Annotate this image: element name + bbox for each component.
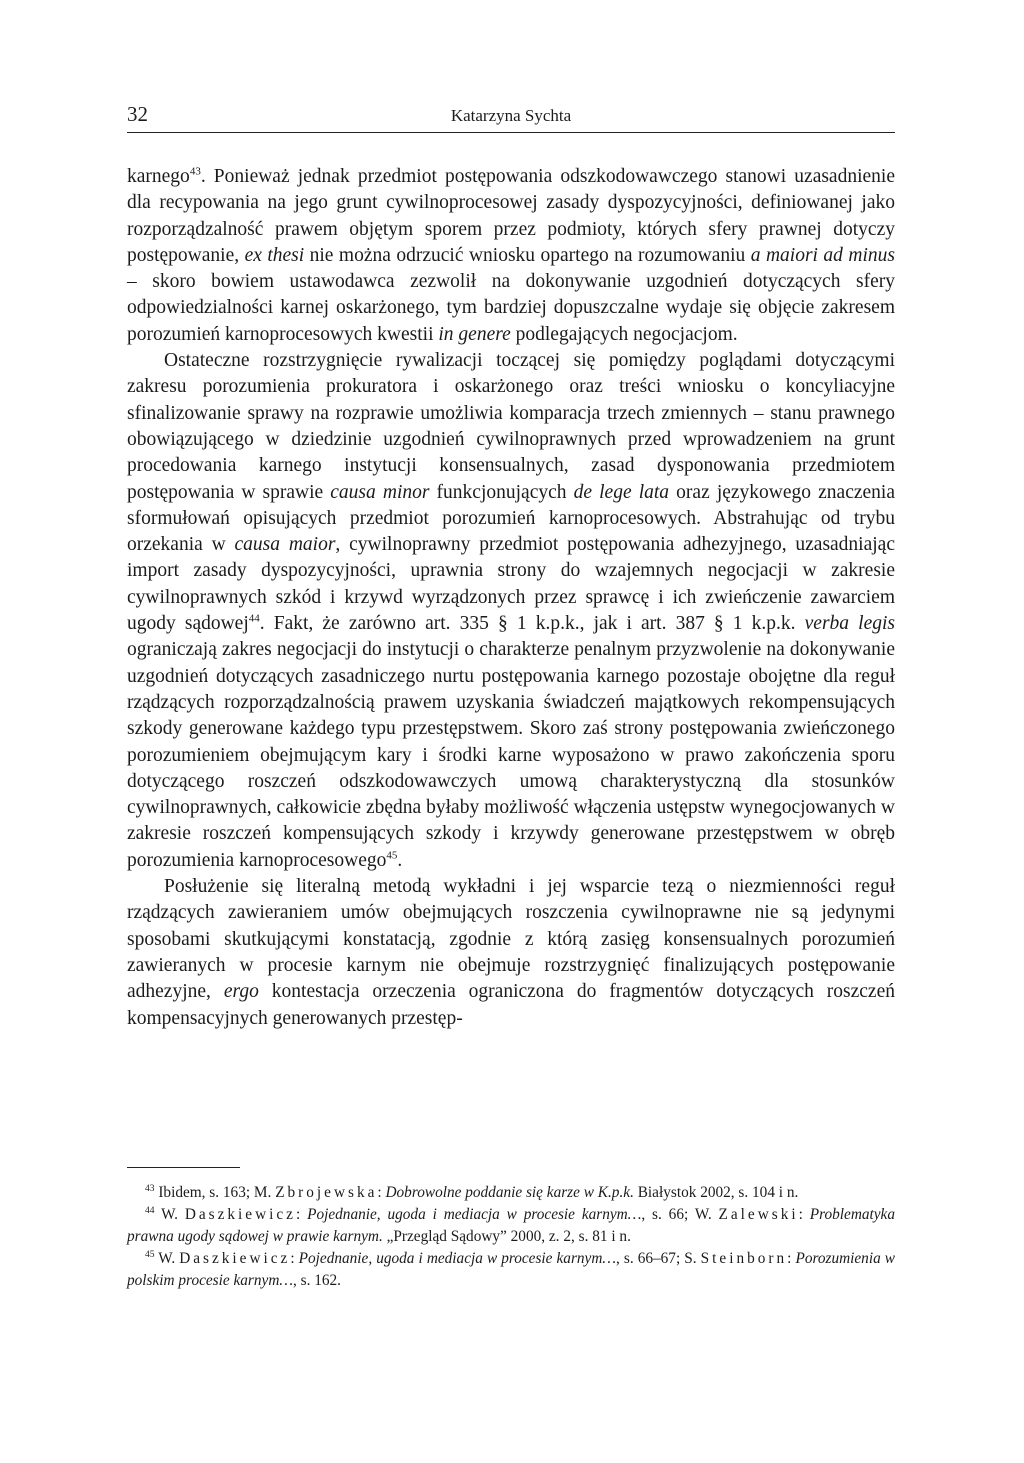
italic-term: causa minor: [330, 481, 430, 503]
text-run: Posłużenie się literalną metodą wykładni i jej wsparcie tezą o niezmienności reguł rządzących zawieraniem umów obejmujących roszczenia cywilnoprawne nie są jedynymi sposobami skutkującymi konstatacją, zgodnie z którą zasięg konsensualnych porozumień zawieranych w procesie karnym nie obejmuje rozstrzygnięć finalizujących postępowanie adhezyjne,: [127, 876, 895, 1003]
italic-term: de lege lata: [573, 481, 670, 503]
text-run: podlegających negocjacjom.: [510, 323, 738, 345]
author-name: Zalewski: [718, 1206, 799, 1223]
text-run: karnego: [127, 166, 190, 187]
text-run: Ibidem, s. 163; M.: [154, 1184, 276, 1201]
text-run: , s. 66–67; S.: [616, 1250, 701, 1267]
text-run: kontestacja orzeczenia ograniczona do fragmentów dotyczących roszczeń kompensacyjnych generowanych przestęp-: [127, 981, 895, 1029]
footnote-ref-45[interactable]: 45: [386, 849, 398, 862]
page-header: [127, 100, 895, 133]
text-run: „Przegląd Sądowy” 2000, z. 2, s. 81 i n.: [382, 1228, 631, 1245]
citation-title: Dobrowolne poddanie się karze w K.p.k.: [385, 1184, 634, 1201]
page-number: 32: [127, 102, 148, 126]
citation-title: Problematyka prawna ugody sądowej w prawie karnym.: [127, 1206, 895, 1245]
paragraph-3: [127, 874, 895, 1032]
italic-term: in genere: [438, 323, 511, 345]
text-run: oraz językowego znaczenia sformułowań opisujących przedmiot porozumień karnoprocesowych. Abstrahując od trybu orzekania w: [127, 481, 895, 556]
text-run: W.: [154, 1250, 180, 1267]
paragraph-2: [127, 348, 895, 874]
text-run: W.: [154, 1206, 185, 1223]
citation-title: Porozumienia w polskim procesie karnym…: [127, 1250, 895, 1289]
text-run: , cywilnoprawny przedmiot postępowania adhezyjnego, uzasadniając import zasady dyspozycyjności, uprawnia strony do wzajemnych negocjacji w zakresie cywilnoprawnych szkód i krzywd wyrządzonych przez sprawcę i ich zwieńczenie zawarciem ugody sądowej: [127, 534, 895, 635]
italic-term: ex thesi: [244, 244, 305, 266]
text-run: :: [798, 1206, 810, 1223]
italic-term: verba legis: [804, 613, 895, 635]
footnotes: [127, 1182, 895, 1292]
text-run: , s. 66; W.: [641, 1206, 719, 1223]
italic-term: a maiori ad minus: [750, 244, 895, 266]
footnote-45: [127, 1248, 895, 1292]
author-name: Steinborn: [700, 1250, 788, 1267]
text-run: . Ponieważ jednak przedmiot postępowania odszkodowawczego stanowi uzasadnienie dla recypowania na jego grunt cywilnoprocesowej zasady dyspozycyjności, definiowanej jako rozporządzalność prawem objętym sporem przez podmioty, których sfery prawnej dotyczy postępowanie,: [127, 166, 895, 266]
text-run: – skoro bowiem ustawodawca zezwolił na dokonywanie uzgodnień dotyczących sfery odpowiedzialności karnej oskarżonego, tym bardziej dopuszczalne wydaje się objęcie zakresem porozumień karnoprocesowych kwestii: [127, 271, 895, 345]
footnote-ref-44[interactable]: 44: [248, 612, 260, 625]
paragraph-1: [127, 164, 895, 348]
text-run: :: [377, 1184, 386, 1201]
text-run: .: [397, 849, 403, 871]
footnote-number: 43: [145, 1183, 155, 1194]
author-name: Zbrojewska: [275, 1184, 378, 1201]
footnote-44: [127, 1204, 895, 1248]
text-run: :: [787, 1250, 796, 1267]
running-head-author: Katarzyna Sychta: [450, 106, 572, 125]
body-text: [127, 164, 895, 1032]
footnote-number: 44: [145, 1205, 155, 1216]
text-run: . Fakt, że zarówno art. 335 § 1 k.p.k., jak i art. 387 § 1 k.p.k.: [259, 613, 805, 635]
italic-term: causa maior: [234, 534, 336, 556]
text-run: Ostateczne rozstrzygnięcie rywalizacji toczącej się pomiędzy poglądami dotyczącymi zakresu porozumienia prokuratora i oskarżonego oraz treści wniosku o koncyliacyjne sfinalizowanie sprawy na rozprawie umożliwia komparacja trzech zmiennych – stanu prawnego obowiązującego w dziedzinie uzgodnień cywilnoprawnych przed wprowadzeniem na grunt procedowania karnego instytucji konsensualnych, zasad dysponowania przedmiotem postępowania w sprawie: [127, 350, 895, 503]
text-run: Białystok 2002, s. 104 i n.: [633, 1184, 799, 1201]
footnote-number: 45: [145, 1249, 155, 1260]
citation-title: Pojednanie, ugoda i mediacja w procesie karnym…: [307, 1206, 642, 1223]
text-run: ograniczają zakres negocjacji do instytucji o charakterze penalnym przyzwolenie na dokonywanie uzgodnień dotyczących zasadniczego nurtu postępowania karnego pozostaje obojętne dla reguł rządzących rozporządzalnością prawem uzyskania świadczeń majątkowych rekompensujących szkody generowane każdego typu przestępstwem. Skoro zaś strony postępowania zwieńczonego porozumieniem obejmującym kary i środki karne wyposażono w prawo zakończenia sporu dotyczącego roszczeń odszkodowawczych umową charakterystyczną dla stosunków cywilnoprawnych, całkowicie zbędna byłaby możliwość włączenia ustępstw wynegocjowanych w zakresie roszczeń kompensujących szkody i krzywdy generowane przestępstwem w obręb porozumienia karnoprocesowego: [127, 639, 895, 871]
text-run: funkcjonujących: [429, 481, 574, 503]
text-run: :: [295, 1206, 308, 1223]
author-name: Daszkiewicz: [179, 1250, 291, 1267]
text-run: :: [290, 1250, 299, 1267]
footnote-separator: [127, 1167, 240, 1168]
italic-term: ergo: [223, 981, 259, 1003]
text-run: nie można odrzucić wniosku opartego na rozumowaniu: [304, 244, 751, 266]
text-run: , s. 162.: [292, 1272, 341, 1289]
citation-title: Pojednanie, ugoda i mediacja w procesie karnym…: [298, 1250, 616, 1267]
author-name: Daszkiewicz: [184, 1206, 296, 1223]
footnote-ref-43[interactable]: 43: [189, 165, 201, 178]
footnote-43: [127, 1182, 895, 1204]
